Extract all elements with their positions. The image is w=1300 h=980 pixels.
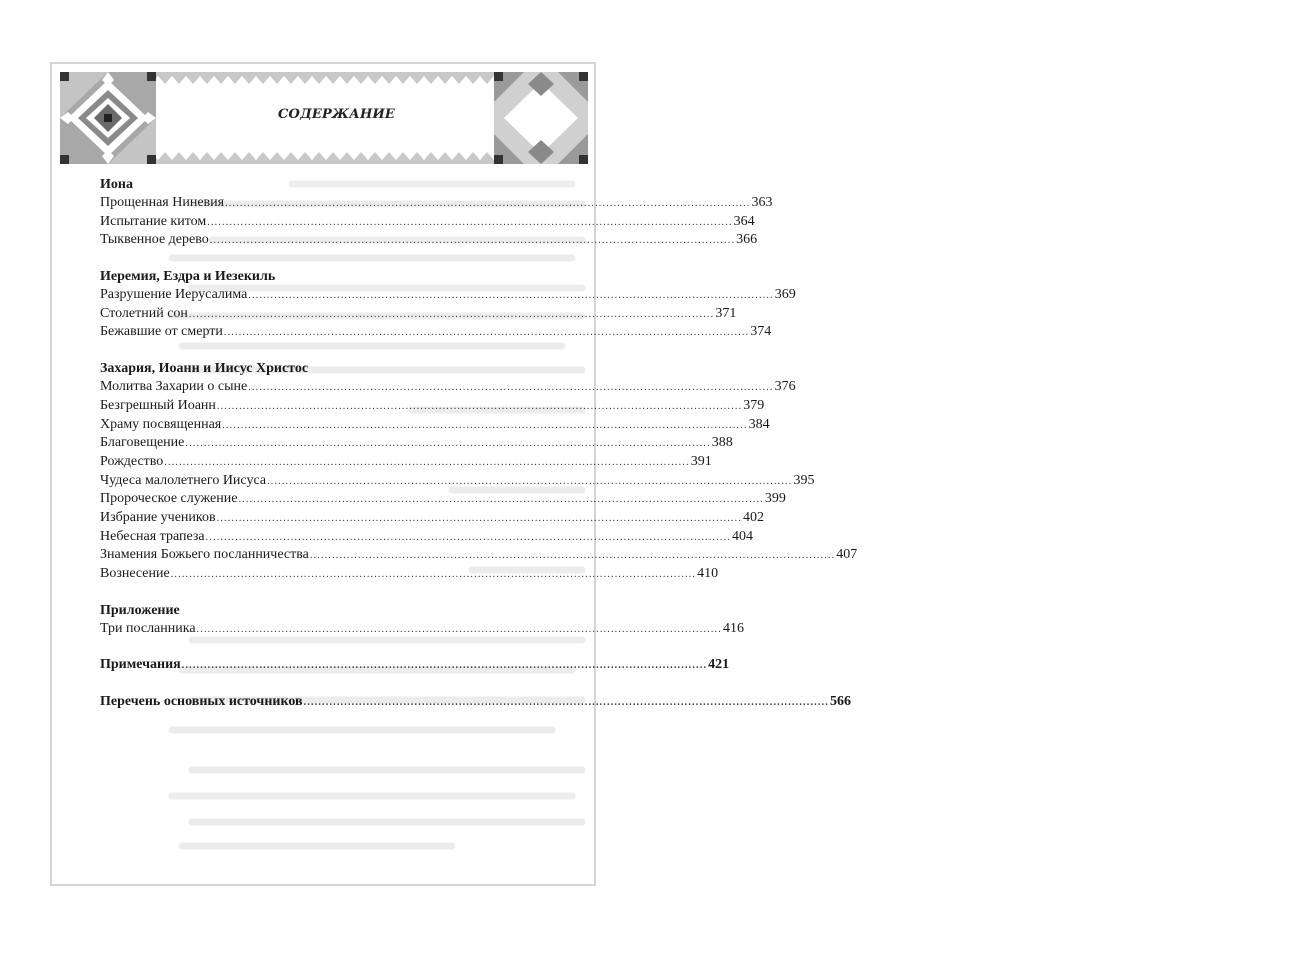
- entry-page: 363: [751, 195, 773, 210]
- dot-leader: ..............................................................................................................................................: [238, 494, 764, 506]
- entry-label: Разрушение Иерусалима: [100, 287, 248, 303]
- entry-label: Тыквенное дерево: [100, 232, 209, 248]
- entry-label: Испытание китом: [100, 213, 207, 229]
- entry-page: 364: [733, 213, 755, 229]
- entry-page: 407: [836, 547, 858, 563]
- dot-leader: ..............................................................................................................................................: [207, 216, 733, 228]
- toc-entry[interactable]: [100, 323, 772, 342]
- entry-page: 416: [722, 620, 744, 636]
- toc-entry[interactable]: [100, 565, 719, 584]
- entry-label: Знамения Божьего посланничества: [100, 547, 309, 563]
- table-of-contents: [100, 176, 858, 712]
- zigzag-border-bottom-icon: [156, 150, 494, 164]
- dot-leader: ..............................................................................................................................................: [205, 531, 732, 543]
- toc-entry[interactable]: [100, 305, 737, 324]
- entry-label: Небесная трапеза: [100, 528, 205, 544]
- entry-label: Избрание учеников: [100, 509, 216, 525]
- entry-page: 566: [829, 694, 851, 710]
- entry-label: Чудеса малолетнего Иисуса: [100, 472, 267, 488]
- section-title: Иона: [100, 177, 133, 192]
- dot-leader: ..............................................................................................................................................: [248, 290, 774, 302]
- zigzag-border-top-icon: [156, 72, 494, 86]
- toc-entry[interactable]: [100, 397, 765, 416]
- entry-page: 395: [793, 472, 815, 488]
- entry-label: Перечень основных источников: [100, 694, 303, 710]
- entry-label: Столетний сон: [100, 305, 188, 321]
- toc-section-ieremia: [100, 268, 796, 342]
- dot-leader: ..............................................................................................................................................: [216, 512, 743, 524]
- entry-page: 374: [750, 324, 772, 340]
- entry-page: 402: [743, 509, 765, 525]
- entry-page: 369: [774, 287, 796, 303]
- entry-label: Храму посвященная: [100, 416, 222, 432]
- dot-leader: ..............................................................................................................................................: [170, 569, 697, 580]
- entry-page: 366: [736, 232, 758, 248]
- toc-entry-notes[interactable]: [100, 656, 730, 675]
- dot-leader: ..............................................................................................................................................: [223, 327, 750, 339]
- entry-page: 391: [690, 453, 712, 469]
- entry-page: 404: [732, 528, 754, 544]
- ornament-left-icon: [60, 72, 156, 164]
- entry-page: 371: [715, 305, 737, 321]
- toc-entry[interactable]: [100, 528, 754, 547]
- entry-label: Рождество: [100, 453, 164, 469]
- toc-entry[interactable]: [100, 546, 858, 565]
- entry-label: Три посланника: [100, 620, 196, 636]
- section-title: Захария, Иоанн и Иисус Христос: [100, 361, 309, 377]
- section-title: Приложение: [100, 602, 180, 618]
- toc-entry[interactable]: [100, 194, 773, 213]
- entry-page: 399: [764, 491, 786, 507]
- toc-entry[interactable]: [100, 213, 755, 232]
- dot-leader: ..............................................................................................................................................: [196, 623, 722, 635]
- dot-leader: ..............................................................................................................................................: [209, 235, 736, 247]
- entry-label: Молитва Захарии о сыне: [100, 379, 248, 395]
- dot-leader: ..............................................................................................................................................: [181, 660, 708, 672]
- toc-entry[interactable]: [100, 378, 796, 397]
- dot-leader: ..............................................................................................................................................: [309, 550, 836, 562]
- entry-label: Безгрешный Иоанн: [100, 397, 216, 413]
- toc-section-iona: [100, 176, 773, 250]
- entry-page: 388: [711, 435, 733, 451]
- toc-entry[interactable]: [100, 286, 796, 305]
- ornament-right-icon: [494, 72, 588, 164]
- dot-leader: ..............................................................................................................................................: [267, 475, 793, 487]
- toc-entry[interactable]: [100, 453, 712, 472]
- entry-page: 376: [774, 379, 796, 395]
- toc-entry[interactable]: [100, 434, 733, 453]
- dot-leader: ..............................................................................................................................................: [188, 308, 715, 320]
- entry-page: 379: [743, 397, 765, 413]
- entry-label: Пророческое служение: [100, 491, 238, 507]
- dot-leader: ..............................................................................................................................................: [248, 382, 774, 394]
- toc-entry[interactable]: [100, 472, 815, 491]
- entry-label: Примечания: [100, 657, 181, 673]
- toc-entry[interactable]: [100, 231, 758, 250]
- toc-section-appendix: [100, 602, 744, 639]
- entry-page: 410: [697, 566, 719, 581]
- page-header: [60, 72, 588, 164]
- entry-label: Прощенная Ниневия: [100, 195, 225, 210]
- toc-entry[interactable]: [100, 620, 744, 639]
- entry-page: 384: [748, 416, 770, 432]
- dot-leader: ..............................................................................................................................................: [185, 438, 711, 450]
- dot-leader: ..............................................................................................................................................: [164, 456, 690, 468]
- entry-label: Бежавшие от смерти: [100, 324, 223, 340]
- entry-label: Вознесение: [100, 566, 170, 581]
- dot-leader: ..............................................................................................................................................: [216, 400, 743, 412]
- dot-leader: ..............................................................................................................................................: [222, 419, 748, 431]
- toc-entry[interactable]: [100, 509, 765, 528]
- entry-page: 421: [708, 657, 730, 673]
- entry-label: Благовещение: [100, 435, 185, 451]
- section-title: Иеремия, Ездра и Иезекиль: [100, 269, 276, 285]
- toc-entry[interactable]: [100, 416, 770, 435]
- dot-leader: ..............................................................................................................................................: [303, 697, 829, 709]
- toc-entry[interactable]: [100, 490, 786, 509]
- page-title: СОДЕРЖАНИЕ: [278, 107, 396, 122]
- book-page: [50, 62, 858, 886]
- dot-leader: ..............................................................................................................................................: [225, 198, 751, 209]
- toc-section-zakharia: [100, 360, 858, 584]
- toc-entry-sources[interactable]: [100, 693, 851, 712]
